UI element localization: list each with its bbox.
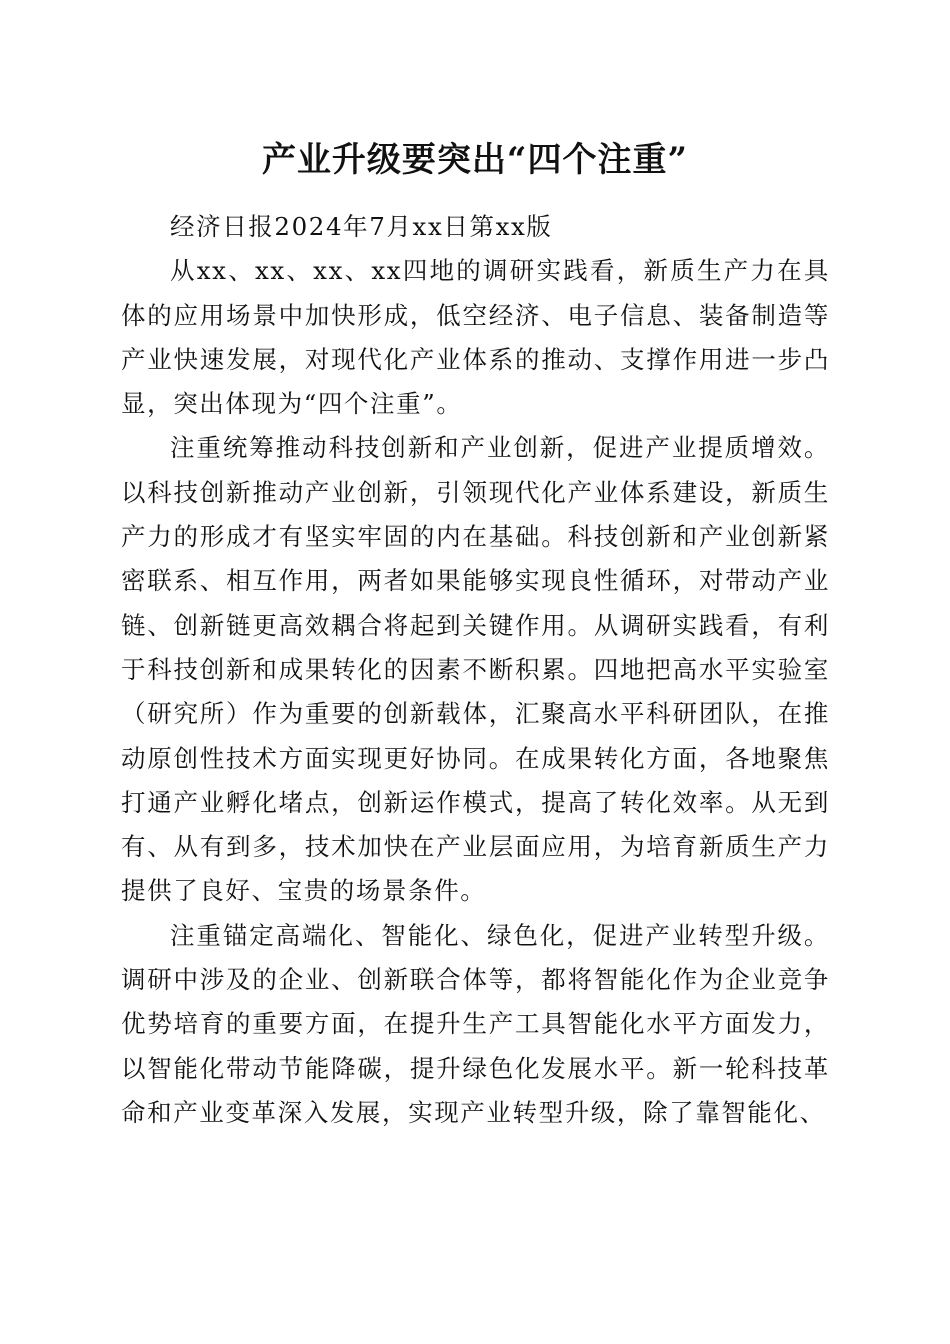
- document-title: 产业升级要突出“四个注重”: [261, 140, 689, 180]
- paragraph-tech-innovation: 注重统筹推动科技创新和产业创新，促进产业提质增效。以科技创新推动产业创新，引领现代化产业体系建设，新质生产力的形成才有坚实牢固的内在基础。科技创新和产业创新紧密联系、相互作用，两者如果能够实现良性循环，对带动产业链、创新链更高效耦合将起到关键作用。从调研实践看，有利于科技创新和成果转化的因素不断积累。四地把高水平实验室（研究所）作为重要的创新载体，汇聚高水平科研团队，在推动原创性技术方面实现更好协同。在成果转化方面，各地聚焦打通产业孵化堵点，创新运作模式，提高了转化效率。从无到有、从有到多，技术加快在产业层面应用，为培育新质生产力提供了良好、宝贵的场景条件。: [121, 433, 830, 906]
- paragraph-intro: 从xx、xx、xx、xx四地的调研实践看，新质生产力在具体的应用场景中加快形成，低空经济、电子信息、装备制造等产业快速发展，对现代化产业体系的推动、支撑作用进一步凸显，突出体现为“四个注重”。: [121, 256, 830, 419]
- document-body: [121, 205, 830, 1135]
- source-byline: 经济日报2024年7月xx日第xx版: [170, 212, 553, 241]
- paragraph-transformation: 注重锚定高端化、智能化、绿色化，促进产业转型升级。调研中涉及的企业、创新联合体等，都将智能化作为企业竞争优势培育的重要方面，在提升生产工具智能化水平方面发力，以智能化带动节能降碳，提升绿色化发展水平。新一轮科技革命和产业变革深入发展，实现产业转型升级，除了靠智能化、: [121, 920, 830, 1127]
